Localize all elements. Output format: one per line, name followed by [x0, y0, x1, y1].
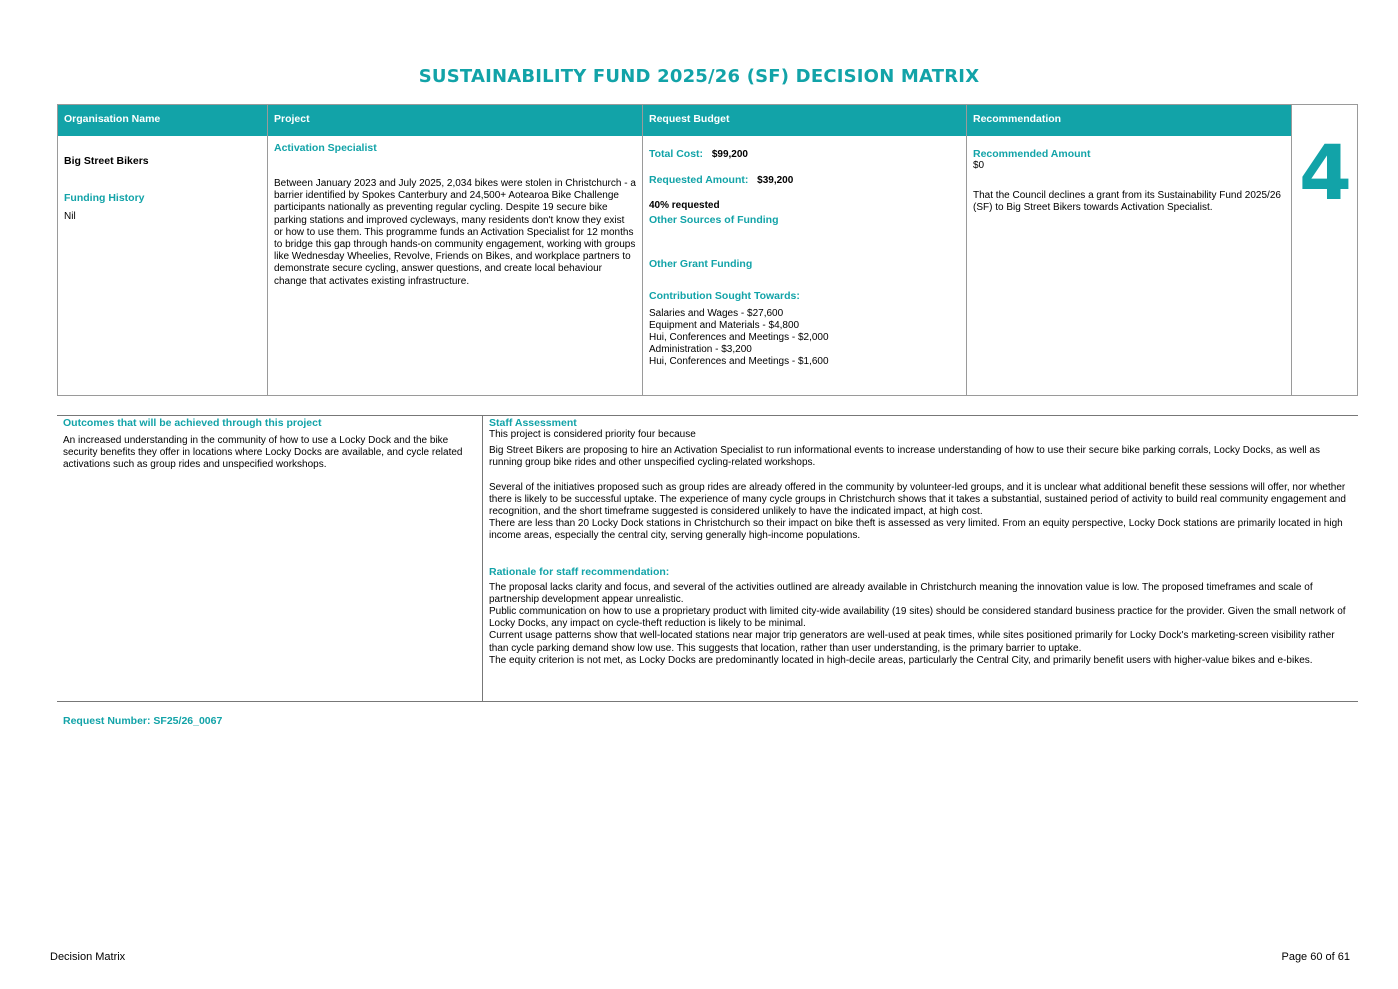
page-number: Page 60 of 61	[1281, 951, 1350, 963]
requested-amount-label: Requested Amount:	[649, 174, 749, 186]
project-header: Project	[268, 105, 642, 136]
other-sources-label: Other Sources of Funding	[649, 214, 779, 226]
contribution-item: Hui, Conferences and Meetings - $1,600	[649, 356, 829, 367]
page-title: SUSTAINABILITY FUND 2025/26 (SF) DECISION MATRIX	[418, 66, 980, 87]
staff-assessment-intro: This project is considered priority four because	[489, 429, 696, 440]
contribution-label: Contribution Sought Towards:	[649, 290, 800, 302]
staff-assessment-label: Staff Assessment	[489, 417, 577, 429]
footer-title: Decision Matrix	[50, 951, 126, 963]
project-column	[268, 105, 643, 395]
recommendation-text: That the Council declines a grant from its Sustainability Fund 2025/26 (SF) to Big Street Bikers towards Activation Specialist.	[973, 190, 1281, 214]
rationale-paragraph: Public communication on how to use a proprietary product with limited city-wide availability (19 sites) should be considered standard business practice for the provider. Given the small network of Locky Docks, any impact on cycle-theft reduction is likely to be minimal.	[489, 606, 1346, 630]
funding-history-value: Nil	[64, 211, 76, 222]
recommendation-header: Recommendation	[967, 105, 1291, 136]
other-grant-label: Other Grant Funding	[649, 258, 753, 270]
organisation-name: Big Street Bikers	[64, 155, 149, 167]
project-name: Activation Specialist	[274, 142, 377, 154]
requested-amount-value: $39,200	[757, 175, 794, 186]
request-number: Request Number: SF25/26_0067	[63, 715, 223, 727]
contribution-item: Hui, Conferences and Meetings - $2,000	[649, 332, 829, 343]
percent-requested: 40% requested	[649, 200, 720, 211]
recommended-amount-label: Recommended Amount	[973, 148, 1091, 160]
staff-assessment-paragraph: Big Street Bikers are proposing to hire an Activation Specialist to run informational events to increase understanding of how to use their secure bike parking corrals, Locky Docks, as well as running group bike rides and other unspecified cycling-related workshops.	[489, 445, 1320, 469]
rationale-paragraph: The proposal lacks clarity and focus, and several of the activities outlined are already available in Christchurch meaning the innovation value is low. The proposed timeframes and scale of partnership development appear unrealistic.	[489, 581, 1313, 605]
priority-column	[1292, 105, 1359, 395]
contribution-item: Salaries and Wages - $27,600	[649, 308, 784, 319]
assessment-section	[57, 415, 1358, 702]
rationale-label: Rationale for staff recommendation:	[489, 565, 670, 578]
contribution-list	[649, 308, 960, 368]
rationale-paragraph: Current usage patterns show that well-located stations near major trip generators are well-used at peak times, while sites positioned primarily for Locky Dock's marketing-screen visibility rather than cycle parking demand show low use. This suggests that location, rather than user understanding, is the primary barrier to uptake.	[489, 630, 1335, 654]
rationale-paragraph: The equity criterion is not met, as Locky Docks are predominantly located in high-decile areas, particularly the Central City, and primarily benefit users with higher-value bikes and e-bikes.	[489, 654, 1313, 666]
outcomes-text: An increased understanding in the community of how to use a Locky Dock and the bike security benefits they offer in locations where Locky Docks are available, and cycle related activations such as group rides and unspecified workshops.	[63, 435, 463, 471]
staff-assessment-paragraph: Several of the initiatives proposed such as group rides are already offered in the community by volunteer-led groups, and it is unclear what additional benefit these sessions will offer, nor whether there is likely to be successful uptake. The experience of many cycle groups in Christchurch shows that it takes a substantial, sustained period of activity to build real community engagement and recognition, and the short timeframe suggested is considered unlikely to have the indicated impact, at high cost.	[489, 481, 1346, 518]
outcomes-panel	[57, 416, 483, 701]
staff-assessment-paragraph: There are less than 20 Locky Dock stations in Christchurch so their impact on bike theft is assessed as very limited. From an equity perspective, Locky Dock stations are primarily located in high income areas, especially the central city, serving generally high-income populations.	[489, 518, 1343, 542]
contribution-item: Administration - $3,200	[649, 344, 752, 355]
decision-table	[57, 104, 1358, 396]
total-cost-label: Total Cost:	[649, 148, 704, 160]
total-cost-value: $99,200	[711, 149, 748, 160]
staff-assessment-panel	[483, 416, 1358, 701]
priority-number: 4	[1299, 128, 1352, 217]
outcomes-label: Outcomes that will be achieved through this project	[63, 417, 322, 429]
budget-header: Request Budget	[643, 105, 966, 136]
project-description: Between January 2023 and July 2025, 2,034 bikes were stolen in Christchurch - a barrier identified by Spokes Canterbury and 24,500+ Aotearoa Bike Challenge participants nationally as preventing regular cycling. Despite 19 secure bike parking stations and improved cycleways, many residents don't know they exist or how to use them. This programme funds an Activation Specialist for 12 months to bridge this gap through hands-on community engagement, working with groups like Wednesday Wheelies, Revolve, Friends on Bikes, and workplace partners to demonstrate secure cycling, answer questions, and create local behaviour change that activates existing infrastructure.	[274, 178, 636, 287]
budget-column	[643, 105, 967, 395]
recommended-amount-value: $0	[973, 160, 985, 171]
organisation-column	[58, 105, 268, 395]
funding-history-label: Funding History	[64, 192, 145, 204]
contribution-item: Equipment and Materials - $4,800	[649, 320, 800, 331]
organisation-header: Organisation Name	[58, 105, 267, 136]
recommendation-column	[967, 105, 1292, 395]
